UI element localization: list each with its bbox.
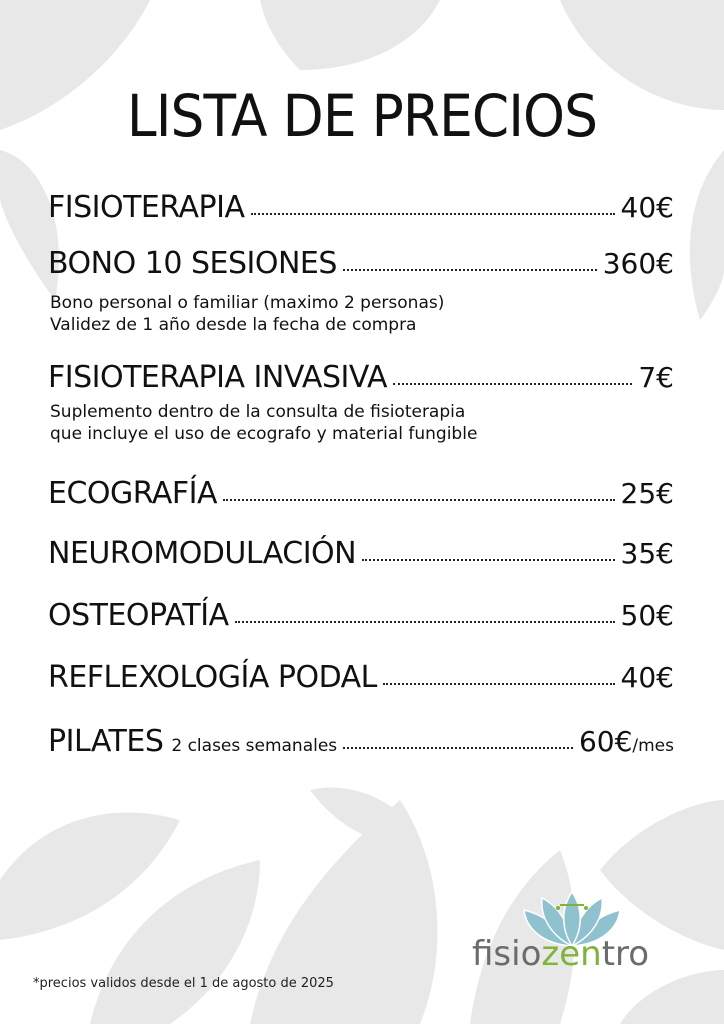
description-line: Bono personal o familiar (maximo 2 personas) <box>50 293 445 313</box>
item-description <box>50 401 650 445</box>
item-price: 60€ <box>578 725 633 758</box>
item-price: 35€ <box>620 537 674 570</box>
dot-leader <box>343 744 573 749</box>
dot-leader <box>383 680 615 685</box>
logo-text-accent: zen <box>541 934 602 974</box>
item-name: FISIOTERAPIA INVASIVA <box>48 360 387 395</box>
item-description <box>50 292 650 336</box>
price-row-pilates <box>48 724 674 759</box>
item-price: 40€ <box>620 661 674 694</box>
item-name: PILATES <box>48 724 164 759</box>
price-row-fisioterapia <box>48 190 674 225</box>
item-price: 25€ <box>620 477 674 510</box>
footnote: *precios validos desde el 1 de agosto de 2025 <box>33 976 334 991</box>
item-price: 360€ <box>602 247 674 280</box>
page-title: LISTA DE PRECIOS <box>126 82 598 150</box>
price-row-osteopatia <box>48 598 674 633</box>
item-name: OSTEOPATÍA <box>48 598 229 633</box>
dot-leader <box>343 266 597 271</box>
logo-text-part: fisio <box>472 934 542 974</box>
item-price: 40€ <box>620 191 674 224</box>
price-row-bono <box>48 246 674 281</box>
dot-leader <box>251 210 615 215</box>
brand-logo <box>472 888 682 988</box>
price-row-ecografia <box>48 476 674 511</box>
item-price: 50€ <box>620 599 674 632</box>
item-extra: 2 clases semanales <box>171 736 338 756</box>
item-price: 7€ <box>638 361 674 394</box>
dot-leader <box>235 618 615 623</box>
price-row-invasiva <box>48 360 674 395</box>
item-name: ECOGRAFÍA <box>48 476 218 511</box>
logo-text-part: tro <box>601 934 650 974</box>
logo-wordmark <box>472 934 649 974</box>
price-row-neuromodulacion <box>48 536 674 571</box>
dot-leader <box>393 380 632 385</box>
item-name: FISIOTERAPIA <box>48 190 245 225</box>
price-unit: /mes <box>632 736 674 756</box>
item-name: NEUROMODULACIÓN <box>48 536 357 571</box>
item-name: BONO 10 SESIONES <box>48 246 337 281</box>
description-line: Validez de 1 año desde la fecha de compra <box>50 315 417 335</box>
price-row-reflexologia <box>48 660 674 695</box>
item-name: REFLEXOLOGÍA PODAL <box>48 660 377 695</box>
description-line: que incluye el uso de ecografo y material fungible <box>50 424 478 444</box>
dot-leader <box>362 556 614 561</box>
dot-leader <box>223 496 615 501</box>
description-line: Suplemento dentro de la consulta de fisioterapia <box>50 402 466 422</box>
